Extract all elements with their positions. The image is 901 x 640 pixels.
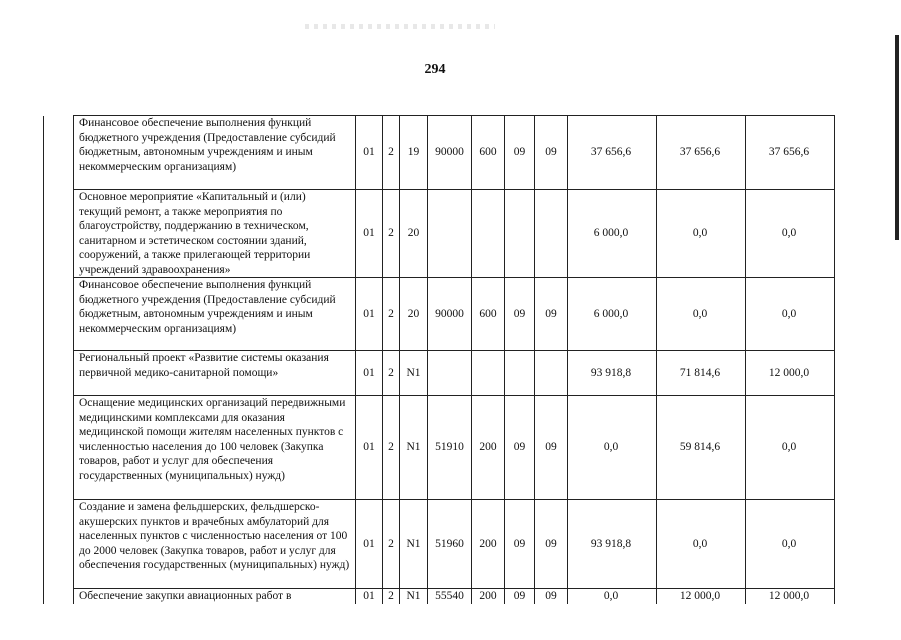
value-cell: 0,0 — [746, 190, 835, 278]
value-cell: 0,0 — [746, 396, 835, 500]
value-cell: 6 000,0 — [568, 278, 657, 351]
code-cell — [505, 351, 535, 396]
code-cell: 200 — [472, 500, 505, 589]
value-cell: 12 000,0 — [746, 351, 835, 396]
table-row — [44, 190, 835, 278]
code-cell: 2 — [383, 351, 400, 396]
table-row — [44, 278, 835, 351]
code-cell: 20 — [400, 190, 428, 278]
code-cell: 200 — [472, 589, 505, 604]
value-cell: 0,0 — [657, 500, 746, 589]
value-cell: 12 000,0 — [657, 589, 746, 604]
value-cell: 0,0 — [746, 278, 835, 351]
code-cell: 2 — [383, 500, 400, 589]
value-cell: 6 000,0 — [568, 190, 657, 278]
page-number: 294 — [424, 62, 446, 77]
code-cell: 2 — [383, 116, 400, 190]
code-cell: 09 — [505, 278, 535, 351]
budget-table — [43, 115, 835, 604]
blank-cell — [44, 190, 74, 278]
row-name: Обеспечение закупки авиационных работ в — [74, 589, 356, 604]
code-cell: 2 — [383, 396, 400, 500]
row-name: Основное мероприятие «Капитальный и (или) текущий ремонт, а также мероприятия по благоустройству, поддержанию в техническом, санитарном и эстетическом состоянии зданий, сооружений, а также прилегающей территории учреждений здравоохранения» — [74, 190, 356, 278]
row-name: Создание и замена фельдшерских, фельдшерско-акушерских пунктов и врачебных амбулаторий для населенных пунктов с численностью населения от 100 до 2000 человек (Закупка товаров, работ и услуг для обеспечения государственных (муниципальных) нужд) — [74, 500, 356, 589]
code-cell: 09 — [535, 589, 568, 604]
table-row — [44, 116, 835, 190]
code-cell: 01 — [356, 500, 383, 589]
code-cell: 09 — [535, 500, 568, 589]
code-cell: 90000 — [428, 116, 472, 190]
value-cell: 0,0 — [746, 500, 835, 589]
code-cell: 01 — [356, 116, 383, 190]
code-cell — [535, 190, 568, 278]
code-cell: 01 — [356, 351, 383, 396]
code-cell: N1 — [400, 351, 428, 396]
code-cell: 01 — [356, 396, 383, 500]
value-cell: 71 814,6 — [657, 351, 746, 396]
blank-cell — [44, 351, 74, 396]
row-name: Региональный проект «Развитие системы оказания первичной медико-санитарной помощи» — [74, 351, 356, 396]
code-cell: 2 — [383, 278, 400, 351]
blank-cell — [44, 589, 74, 604]
code-cell — [505, 190, 535, 278]
value-cell: 93 918,8 — [568, 351, 657, 396]
code-cell: 20 — [400, 278, 428, 351]
value-cell: 37 656,6 — [746, 116, 835, 190]
code-cell: 09 — [535, 278, 568, 351]
code-cell: 19 — [400, 116, 428, 190]
scan-artifact — [305, 24, 495, 29]
code-cell: 01 — [356, 190, 383, 278]
value-cell: 0,0 — [568, 589, 657, 604]
blank-cell — [44, 278, 74, 351]
code-cell: 2 — [383, 589, 400, 604]
blank-cell — [44, 396, 74, 500]
value-cell: 0,0 — [568, 396, 657, 500]
row-name: Финансовое обеспечение выполнения функций бюджетного учреждения (Предоставление субсидий бюджетным, автономным учреждениям и иным некоммерческим организациям) — [74, 116, 356, 190]
code-cell — [428, 351, 472, 396]
row-name: Оснащение медицинских организаций передвижными медицинскими комплексами для оказания медицинской помощи жителям населенных пунктов с численностью населения до 100 человек (Закупка товаров, работ и услуг для обеспечения государственных (муниципальных) нужд) — [74, 396, 356, 500]
blank-cell — [44, 116, 74, 190]
code-cell: 01 — [356, 278, 383, 351]
code-cell: 55540 — [428, 589, 472, 604]
code-cell: 600 — [472, 278, 505, 351]
code-cell: 2 — [383, 190, 400, 278]
value-cell: 59 814,6 — [657, 396, 746, 500]
code-cell: 90000 — [428, 278, 472, 351]
code-cell: 51910 — [428, 396, 472, 500]
value-cell: 12 000,0 — [746, 589, 835, 604]
table-row — [44, 500, 835, 589]
code-cell: 09 — [505, 396, 535, 500]
code-cell: 09 — [535, 116, 568, 190]
value-cell: 37 656,6 — [568, 116, 657, 190]
code-cell — [428, 190, 472, 278]
code-cell: 200 — [472, 396, 505, 500]
code-cell: 09 — [505, 589, 535, 604]
table-row — [44, 351, 835, 396]
value-cell: 93 918,8 — [568, 500, 657, 589]
code-cell: 01 — [356, 589, 383, 604]
table-row — [44, 396, 835, 500]
value-cell: 37 656,6 — [657, 116, 746, 190]
code-cell — [535, 351, 568, 396]
code-cell — [472, 351, 505, 396]
table-row — [44, 589, 835, 604]
code-cell: 09 — [505, 116, 535, 190]
value-cell: 0,0 — [657, 190, 746, 278]
code-cell: N1 — [400, 396, 428, 500]
scan-edge-mark — [895, 35, 899, 240]
code-cell: N1 — [400, 589, 428, 604]
value-cell: 0,0 — [657, 278, 746, 351]
code-cell: 09 — [505, 500, 535, 589]
blank-cell — [44, 500, 74, 589]
code-cell: 600 — [472, 116, 505, 190]
row-name: Финансовое обеспечение выполнения функций бюджетного учреждения (Предоставление субсидий бюджетным, автономным учреждениям и иным некоммерческим организациям) — [74, 278, 356, 351]
code-cell: N1 — [400, 500, 428, 589]
code-cell: 51960 — [428, 500, 472, 589]
code-cell — [472, 190, 505, 278]
code-cell: 09 — [535, 396, 568, 500]
